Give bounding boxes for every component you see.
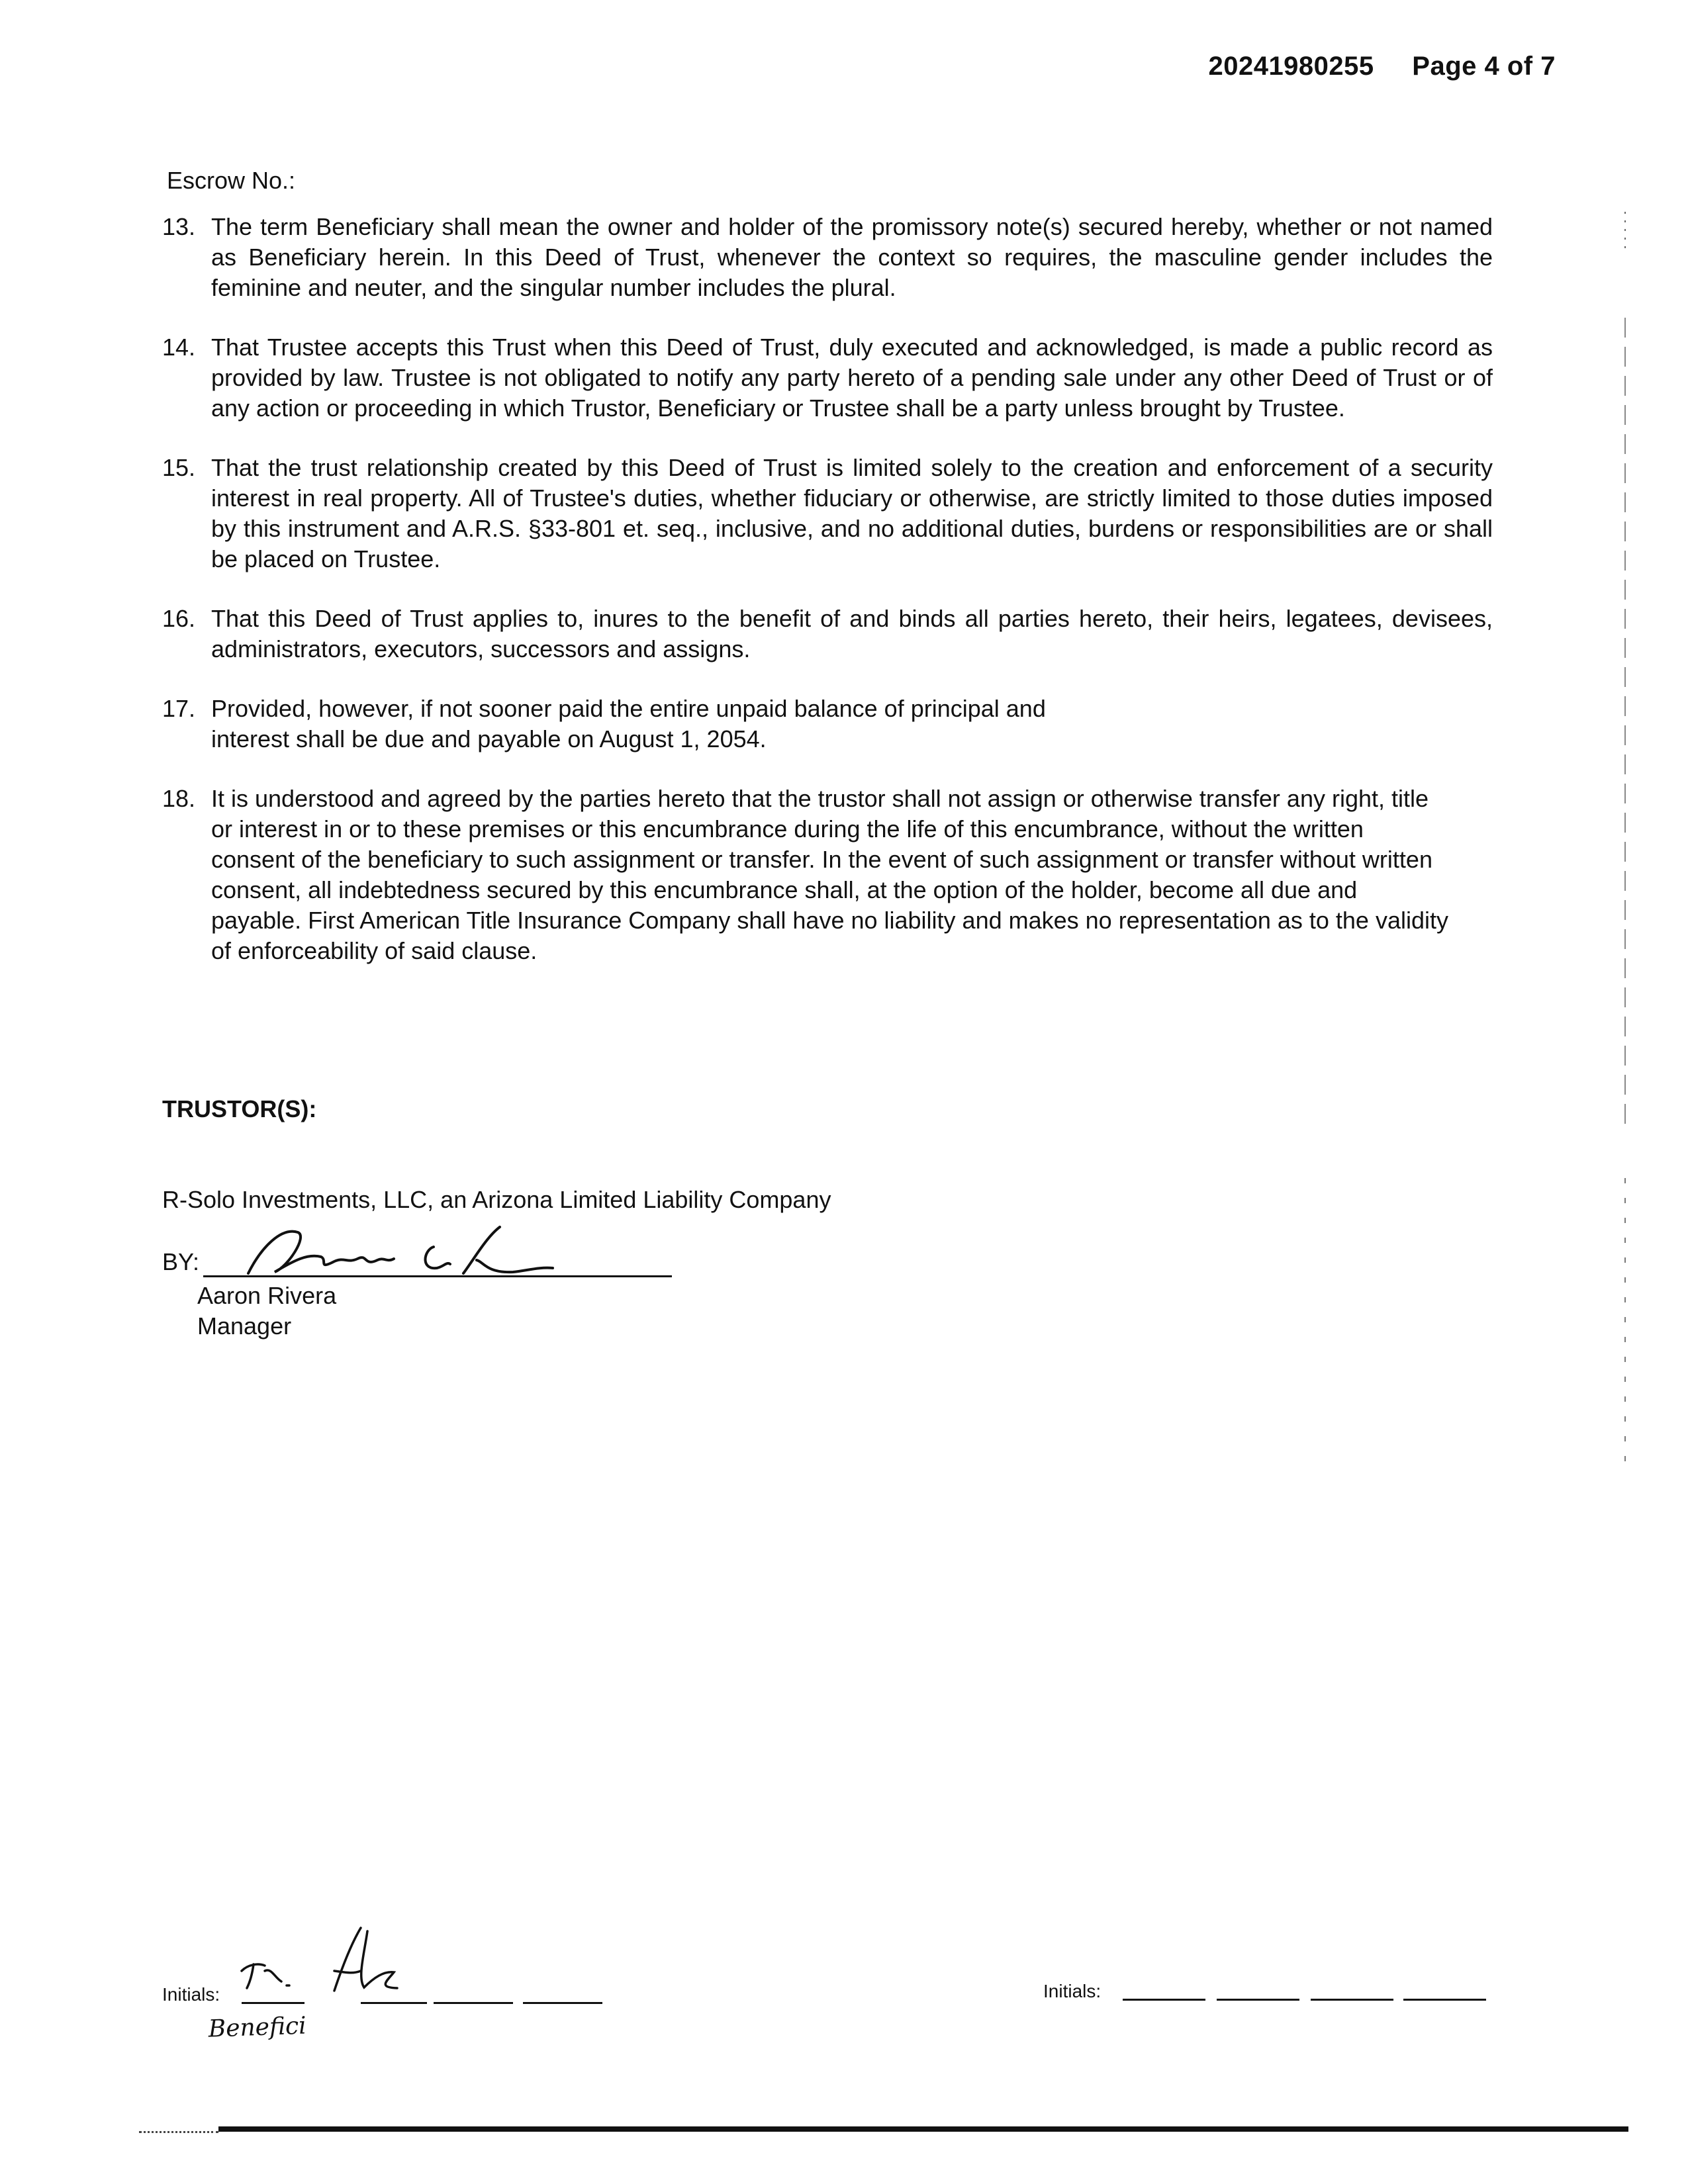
initials-blank <box>523 2002 602 2004</box>
bottom-rule <box>218 2126 1628 2132</box>
initials-blank <box>1403 1999 1486 2001</box>
clause-number: 17. <box>162 695 196 722</box>
clause-text: The term Beneficiary shall mean the owner and holder of the promissory note(s) secured hereby, whether or not named as Beneficiary herein. In this Deed of Trust, whenever the context so requires, the masculine gender includes the feminine and neuter, and the singular number includes the plural. <box>211 213 1493 301</box>
clause-text: That Trustee accepts this Trust when this Deed of Trust, duly executed and acknowledged, is made a public record as provided by law. Trustee is not obligated to notify any party hereto of a pending sale under any other Deed of Trust or of any action or proceeding in which Trustor, Beneficiary or Trustee shall be a party unless brought by Trustee. <box>211 334 1493 422</box>
handwritten-initials <box>235 1925 407 1997</box>
initials-blank <box>242 2002 305 2004</box>
clause-list <box>162 212 1493 995</box>
escrow-number-label: Escrow No.: <box>167 167 296 194</box>
clause-14 <box>162 332 1493 424</box>
clause-text: Provided, however, if not sooner paid the entire unpaid balance of principal and interest shall be due and payable on August 1, 2054. <box>211 695 1046 752</box>
clause-number: 13. <box>162 213 196 240</box>
clause-18 <box>162 784 1493 966</box>
clause-15 <box>162 453 1493 574</box>
clause-text: It is understood and agreed by the parties hereto that the trustor shall not assign or otherwise transfer any right, title or interest in or to these premises or this encumbrance during the life of this encumbrance, without the written consent of the beneficiary to such assignment or transfer. In the event of such assignment or transfer without written consent, all indebtedness secured by this encumbrance shall, at the option of the holder, become all due and payable. First American Title Insurance Company shall have no liability and makes no representation as to the validity of enforceability of said clause. <box>211 785 1448 964</box>
initials-left <box>162 1979 612 2005</box>
page-header <box>1208 52 1556 81</box>
signer-title: Manager <box>197 1312 292 1340</box>
initials-blank <box>1217 1999 1299 2001</box>
initials-blank <box>1311 1999 1393 2001</box>
signer-name: Aaron Rivera <box>197 1282 337 1309</box>
clause-text: That the trust relationship created by this Deed of Trust is limited solely to the creation and enforcement of a security interest in real property. All of Trustee's duties, whether fiduciary or otherwise, are strictly limited to those duties imposed by this instrument and A.R.S. §33-801 et. seq., inclusive, and no additional duties, burdens or responsibilities are or shall be placed on Trustee. <box>211 454 1493 572</box>
clause-16 <box>162 604 1493 664</box>
clause-17 <box>162 694 1493 754</box>
clause-number: 18. <box>162 785 196 812</box>
document-number: 20241980255 <box>1208 52 1374 81</box>
scan-edge-artifacts <box>1623 212 1627 1469</box>
trustor-company-name: R-Solo Investments, LLC, an Arizona Limited Liability Company <box>162 1186 831 1213</box>
trustor-heading: TRUSTOR(S): <box>162 1095 317 1122</box>
initials-blank <box>434 2002 513 2004</box>
handwritten-signature <box>235 1220 579 1280</box>
clause-13 <box>162 212 1493 303</box>
by-label: BY: <box>162 1248 200 1275</box>
clause-number: 16. <box>162 605 196 632</box>
clause-text: That this Deed of Trust applies to, inures to the benefit of and binds all parties hereto, their heirs, legatees, devisees, administrators, executors, successors and assigns. <box>211 605 1493 662</box>
initials-label: Initials: <box>162 1984 220 2005</box>
handwritten-beneficiary-note: Benefici <box>208 2012 307 2043</box>
clause-number: 14. <box>162 334 196 361</box>
initials-blank <box>361 2002 427 2004</box>
initials-right <box>1043 1976 1493 2002</box>
scan-artifact-dots <box>139 2131 218 2133</box>
clause-number: 15. <box>162 454 196 481</box>
initials-label: Initials: <box>1043 1981 1102 2001</box>
signature-line <box>162 1239 672 1279</box>
page-indicator: Page 4 of 7 <box>1412 52 1556 81</box>
initials-blank <box>1123 1999 1205 2001</box>
